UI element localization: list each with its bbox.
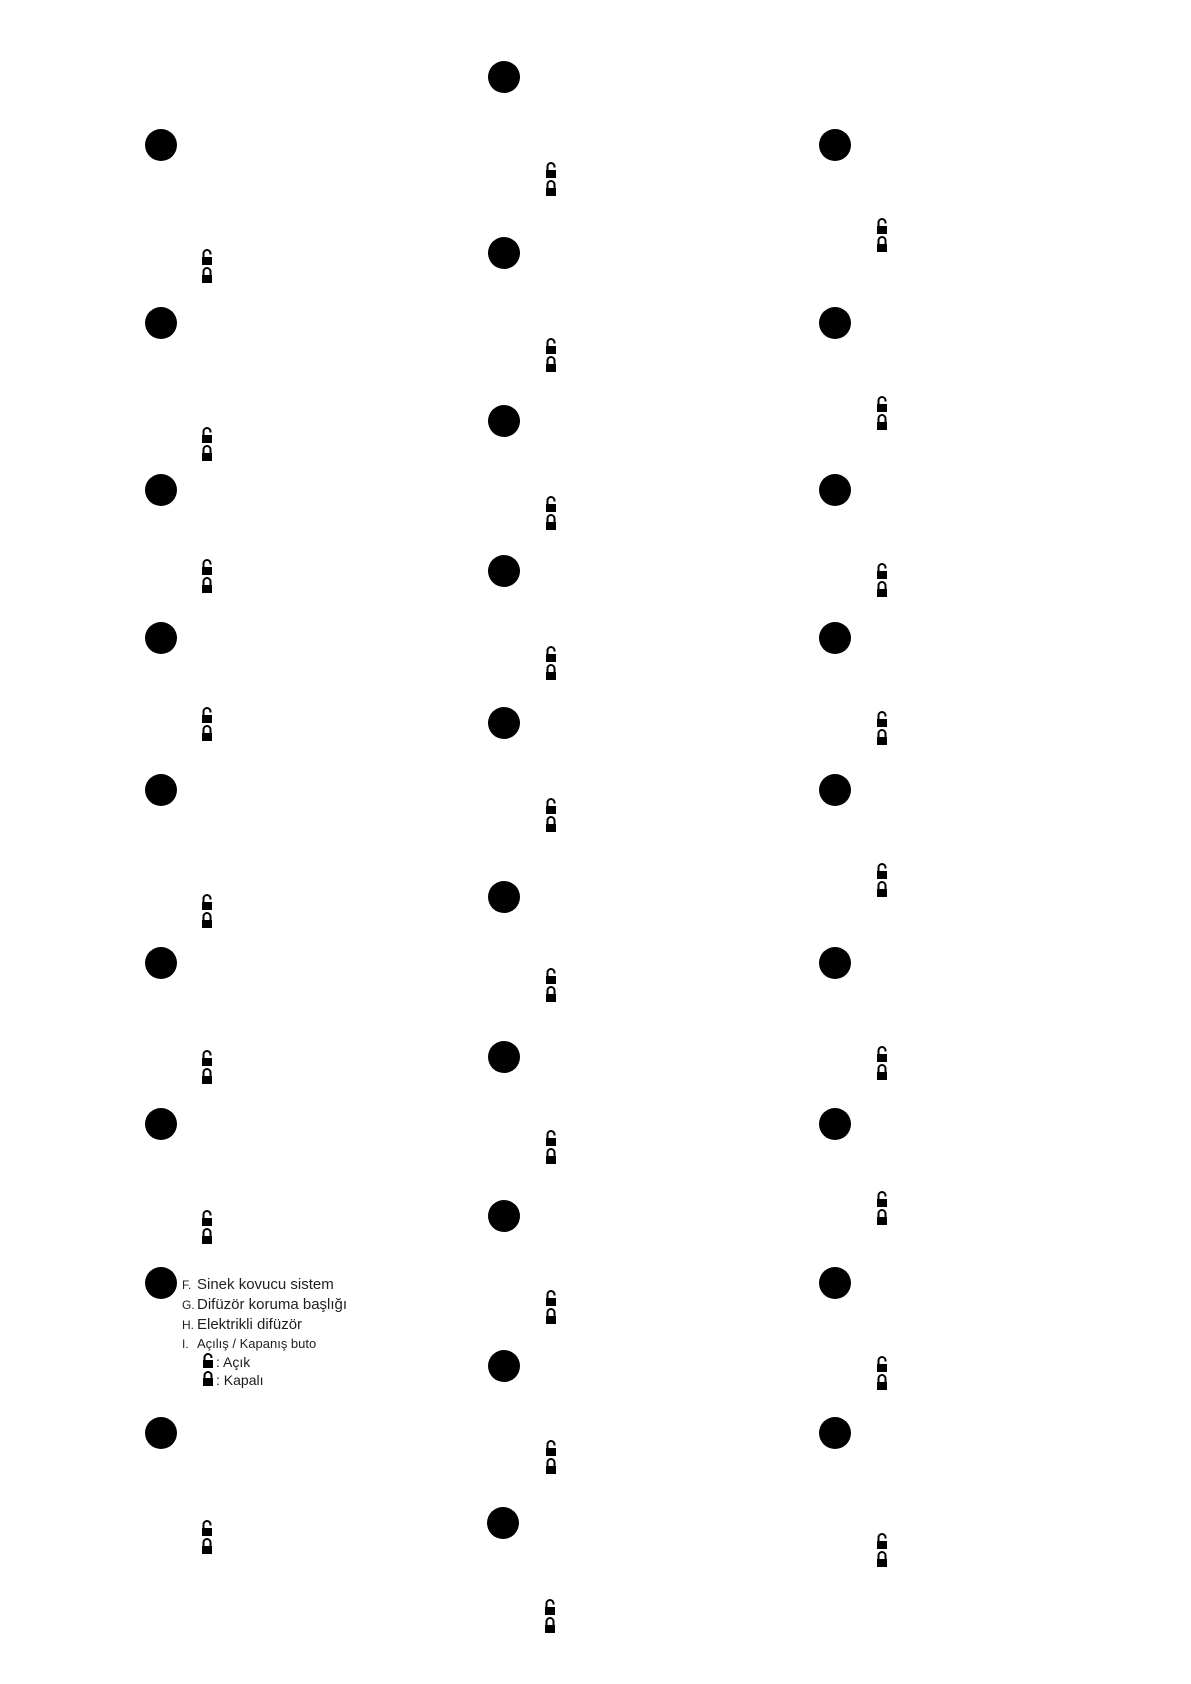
callout-marker	[488, 555, 520, 587]
legend-item-letter: H.	[182, 1318, 194, 1332]
unlocked-padlock-icon	[201, 427, 213, 443]
locked-padlock-icon	[876, 581, 888, 597]
lock-state-pair	[545, 1130, 559, 1164]
callout-marker	[145, 474, 177, 506]
unlocked-padlock-icon	[876, 218, 888, 234]
locked-padlock-icon	[201, 912, 213, 928]
callout-marker	[488, 405, 520, 437]
locked-padlock-icon	[876, 1209, 888, 1225]
unlocked-padlock-icon	[201, 707, 213, 723]
legend-item-letter: F.	[182, 1278, 192, 1292]
unlocked-padlock-icon	[201, 1050, 213, 1066]
lock-state-pair	[876, 218, 890, 252]
legend-state-closed	[182, 1371, 402, 1389]
locked-padlock-icon	[545, 180, 557, 196]
unlocked-padlock-icon	[876, 711, 888, 727]
unlocked-padlock-icon	[202, 1353, 216, 1372]
callout-marker	[145, 1267, 177, 1299]
unlocked-padlock-icon	[545, 1290, 557, 1306]
unlocked-padlock-icon	[201, 1210, 213, 1226]
callout-marker	[488, 1200, 520, 1232]
lock-state-pair	[545, 162, 559, 196]
lock-state-pair	[201, 249, 215, 283]
locked-padlock-icon	[201, 1068, 213, 1084]
unlocked-padlock-icon	[876, 1046, 888, 1062]
lock-state-pair	[876, 863, 890, 897]
locked-padlock-icon	[544, 1617, 556, 1633]
callout-marker	[145, 622, 177, 654]
lock-state-pair	[201, 1520, 215, 1554]
callout-marker	[819, 774, 851, 806]
lock-state-pair	[876, 1191, 890, 1225]
lock-state-pair	[545, 496, 559, 530]
unlocked-padlock-icon	[545, 646, 557, 662]
unlocked-padlock-icon	[545, 496, 557, 512]
callout-marker	[145, 1417, 177, 1449]
callout-marker	[819, 307, 851, 339]
legend-state-open	[182, 1353, 402, 1371]
locked-padlock-icon	[876, 236, 888, 252]
callout-marker	[819, 1108, 851, 1140]
locked-padlock-icon	[545, 816, 557, 832]
unlocked-padlock-icon	[545, 1130, 557, 1146]
unlocked-padlock-icon	[201, 249, 213, 265]
legend-item-letter: G.	[182, 1298, 195, 1312]
unlocked-padlock-icon	[876, 863, 888, 879]
unlocked-padlock-icon	[876, 563, 888, 579]
legend-item	[182, 1335, 402, 1353]
unlocked-padlock-icon	[545, 798, 557, 814]
lock-state-pair	[201, 894, 215, 928]
legend-item	[182, 1275, 402, 1295]
locked-padlock-icon	[201, 445, 213, 461]
callout-marker	[819, 947, 851, 979]
legend-item	[182, 1295, 402, 1315]
locked-padlock-icon	[545, 356, 557, 372]
legend-item	[182, 1315, 402, 1335]
lock-state-pair	[545, 968, 559, 1002]
unlocked-padlock-icon	[201, 1520, 213, 1536]
unlocked-padlock-icon	[876, 1191, 888, 1207]
legend-item-text: Sinek kovucu sistem	[197, 1276, 334, 1293]
lock-state-pair	[545, 1440, 559, 1474]
unlocked-padlock-icon	[545, 162, 557, 178]
callout-marker	[819, 1267, 851, 1299]
callout-marker	[145, 774, 177, 806]
lock-state-pair	[201, 427, 215, 461]
lock-state-pair	[201, 1210, 215, 1244]
legend-item-text: Açılış / Kapanış buto	[197, 1336, 317, 1351]
locked-padlock-icon	[876, 1374, 888, 1390]
locked-padlock-icon	[201, 1538, 213, 1554]
legend-item-text: Elektrikli difüzör	[197, 1316, 303, 1333]
callout-marker	[488, 881, 520, 913]
unlocked-padlock-icon	[876, 1533, 888, 1549]
locked-padlock-icon	[201, 1228, 213, 1244]
unlocked-padlock-icon	[544, 1599, 556, 1615]
legend-item-text: Difüzör koruma başlığı	[197, 1296, 348, 1313]
callout-marker	[819, 1417, 851, 1449]
locked-padlock-icon	[545, 986, 557, 1002]
lock-state-pair	[544, 1599, 558, 1633]
unlocked-padlock-icon	[545, 968, 557, 984]
lock-state-pair	[876, 396, 890, 430]
lock-state-pair	[545, 646, 559, 680]
locked-padlock-icon	[876, 881, 888, 897]
unlocked-padlock-icon	[876, 396, 888, 412]
legend-state-label: : Kapalı	[216, 1372, 264, 1388]
callout-marker	[487, 1507, 519, 1539]
locked-padlock-icon	[876, 414, 888, 430]
callout-marker	[145, 947, 177, 979]
locked-padlock-icon	[201, 725, 213, 741]
unlocked-padlock-icon	[545, 1440, 557, 1456]
callout-marker	[488, 1350, 520, 1382]
locked-padlock-icon	[545, 1458, 557, 1474]
legend-item-letter: I.	[182, 1337, 189, 1351]
callout-marker	[145, 129, 177, 161]
callout-marker	[819, 129, 851, 161]
unlocked-padlock-icon	[201, 559, 213, 575]
lock-state-pair	[545, 1290, 559, 1324]
callout-marker	[819, 474, 851, 506]
unlocked-padlock-icon	[876, 1356, 888, 1372]
lock-state-pair	[876, 1046, 890, 1080]
callout-marker	[488, 707, 520, 739]
locked-padlock-icon	[201, 267, 213, 283]
callout-marker	[488, 237, 520, 269]
legend-state-label: : Açık	[216, 1354, 251, 1370]
callout-marker	[819, 622, 851, 654]
lock-state-pair	[201, 559, 215, 593]
locked-padlock-icon	[545, 514, 557, 530]
lock-state-pair	[545, 798, 559, 832]
locked-padlock-icon	[545, 1148, 557, 1164]
locked-padlock-icon	[876, 729, 888, 745]
lock-state-pair	[876, 711, 890, 745]
locked-padlock-icon	[876, 1551, 888, 1567]
locked-padlock-icon	[876, 1064, 888, 1080]
locked-padlock-icon	[545, 1308, 557, 1324]
lock-state-pair	[545, 338, 559, 372]
lock-state-pair	[876, 563, 890, 597]
locked-padlock-icon	[201, 577, 213, 593]
callout-marker	[488, 61, 520, 93]
callout-marker	[488, 1041, 520, 1073]
callout-marker	[145, 1108, 177, 1140]
legend	[182, 1275, 402, 1389]
unlocked-padlock-icon	[545, 338, 557, 354]
lock-state-pair	[876, 1533, 890, 1567]
lock-state-pair	[201, 1050, 215, 1084]
locked-padlock-icon	[545, 664, 557, 680]
locked-padlock-icon	[202, 1371, 216, 1390]
unlocked-padlock-icon	[201, 894, 213, 910]
lock-state-pair	[876, 1356, 890, 1390]
lock-state-pair	[201, 707, 215, 741]
callout-marker	[145, 307, 177, 339]
